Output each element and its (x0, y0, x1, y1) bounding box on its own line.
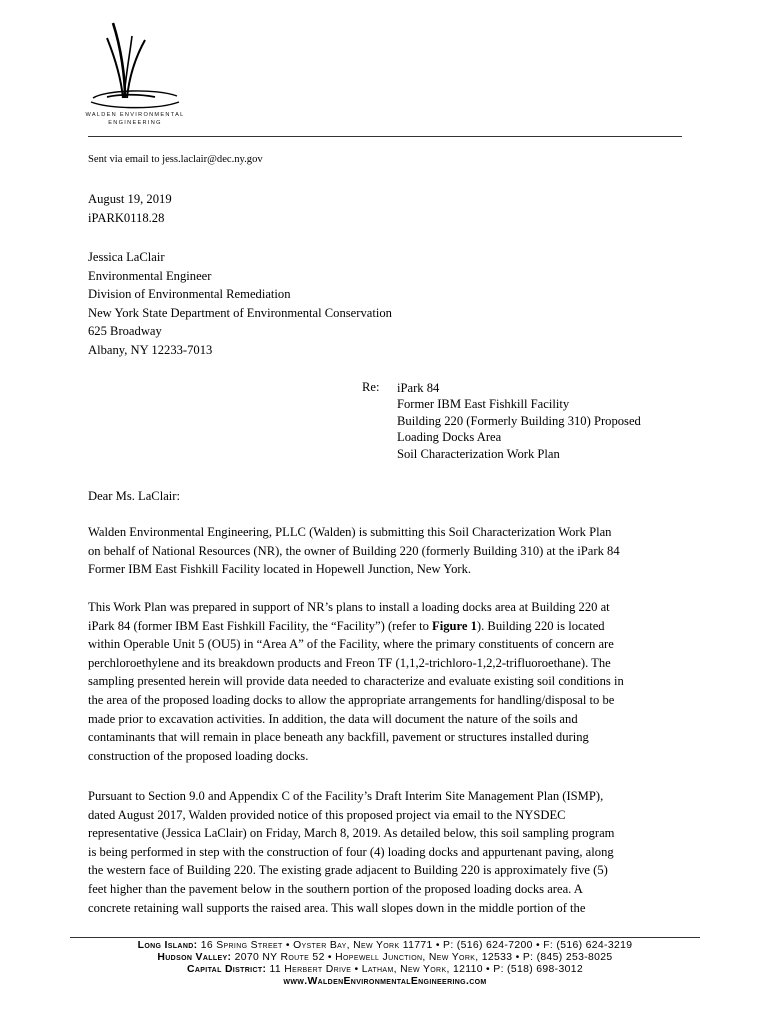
paragraph-3 (88, 787, 688, 917)
paragraph-line: is being performed in step with the construction of four (4) loading docks and appurtenant paving, along (88, 844, 614, 859)
subject-line: Building 220 (Formerly Building 310) Proposed (397, 413, 641, 428)
paragraph-line: dated August 2017, Walden provided notice of this proposed project via email to the NYSDEC (88, 807, 566, 822)
recipient-line: 625 Broadway (88, 324, 162, 339)
recipient-line: New York State Department of Environmental Conservation (88, 305, 392, 320)
subject-line: iPark 84 (397, 381, 440, 395)
paragraph-line: Former IBM East Fishkill Facility located in Hopewell Junction, New York. (88, 562, 472, 577)
paragraph-line: Pursuant to Section 9.0 and Appendix C of the Facility’s Draft Interim Site Management Plan (ISMP), (88, 789, 604, 803)
office-address: 16 Spring Street • Oyster Bay, New York 11771 • P: (516) 624-7200 • F: (516) 624-3219 (197, 940, 633, 951)
paragraph-text: iPark 84 (former IBM East Fishkill Facility, the “Facility”) (refer to (88, 618, 433, 633)
subject-line: Former IBM East Fishkill Facility (397, 397, 570, 412)
logo-name-line2: ENGINEERING (108, 120, 162, 126)
salutation: Dear Ms. LaClair: (88, 489, 180, 503)
paragraph-1 (88, 523, 688, 579)
office-label: Long Island: (137, 940, 198, 951)
paragraph-line: made prior to excavation activities. In addition, the data will document the nature of the soils and (88, 711, 578, 726)
paragraph-line: feet higher than the pavement below in the southern portion of the proposed loading docks area. A (88, 881, 583, 896)
office-address: 11 Herbert Drive • Latham, New York, 12110 • P: (518) 698-3012 (266, 964, 583, 975)
footer-long-island (60, 940, 710, 952)
company-logo (85, 18, 185, 128)
paragraph-line: This Work Plan was prepared in support of NR’s plans to install a loading docks area at Building 220 at (88, 600, 610, 614)
subject-line: Loading Docks Area (397, 430, 502, 445)
paragraph-line: contaminants that will remain in place beneath any backfill, pavement or structures installed during (88, 730, 589, 745)
paragraph-line: within Operable Unit 5 (OU5) in “Area A” of the Facility, where the primary constituents of concern are (88, 637, 614, 652)
paragraph-2 (88, 598, 688, 765)
recipient-line: Environmental Engineer (88, 268, 212, 283)
footer-divider (70, 937, 700, 938)
footer-capital-district (60, 964, 710, 976)
paragraph-text: ). Building 220 is located (476, 618, 605, 633)
website-link[interactable]: www.WaldenEnvironmentalEngineering.com (283, 976, 487, 987)
paragraph-line: construction of the proposed loading docks. (88, 748, 309, 763)
letter-date: August 19, 2019 (88, 192, 172, 206)
recipient-line: Division of Environmental Remediation (88, 287, 291, 302)
paragraph-line: Walden Environmental Engineering, PLLC (Walden) is submitting this Soil Characterization Work Plan (88, 525, 612, 539)
paragraph-line: on behalf of National Resources (NR), the owner of Building 220 (formerly Building 310) at the iPark 84 (88, 543, 620, 558)
email-note: Sent via email to jess.laclair@dec.ny.gov (88, 154, 263, 165)
paragraph-line: representative (Jessica LaClair) on Friday, March 8, 2019. As detailed below, this soil sampling program (88, 826, 615, 841)
reference-number: iPARK0118.28 (88, 211, 165, 225)
paragraph-line: the area of the proposed loading docks to allow the appropriate arrangements for handling/disposal to be (88, 692, 615, 707)
footer-website (60, 976, 710, 988)
paragraph-line: the western face of Building 220. The existing grade adjacent to Building 220 is approximately five (5) (88, 863, 608, 878)
subject-block (397, 380, 641, 462)
figure-reference: Figure 1 (432, 618, 477, 633)
paragraph-line (88, 617, 688, 636)
reed-logo-icon (85, 18, 185, 118)
recipient-address (88, 248, 688, 360)
re-label: Re: (362, 380, 380, 394)
office-label: Capital District: (187, 964, 267, 975)
paragraph-line: sampling presented herein will provide data needed to characterize and evaluate existing soil conditions in (88, 674, 624, 689)
footer-hudson-valley (60, 952, 710, 964)
logo-name-line1: WALDEN ENVIRONMENTAL (85, 112, 185, 118)
recipient-line: Jessica LaClair (88, 250, 165, 264)
header-divider (88, 136, 682, 137)
paragraph-line: concrete retaining wall supports the raised area. This wall slopes down in the middle portion of the (88, 900, 586, 915)
recipient-line: Albany, NY 12233-7013 (88, 342, 213, 357)
paragraph-line: perchloroethylene and its breakdown products and Freon TF (1,1,2-trichloro-1,2,2-trifluoroethane). The (88, 655, 611, 670)
subject-line: Soil Characterization Work Plan (397, 446, 560, 461)
office-label: Hudson Valley: (157, 952, 232, 963)
office-address: 2070 NY Route 52 • Hopewell Junction, New York, 12533 • P: (845) 253-8025 (231, 952, 613, 963)
